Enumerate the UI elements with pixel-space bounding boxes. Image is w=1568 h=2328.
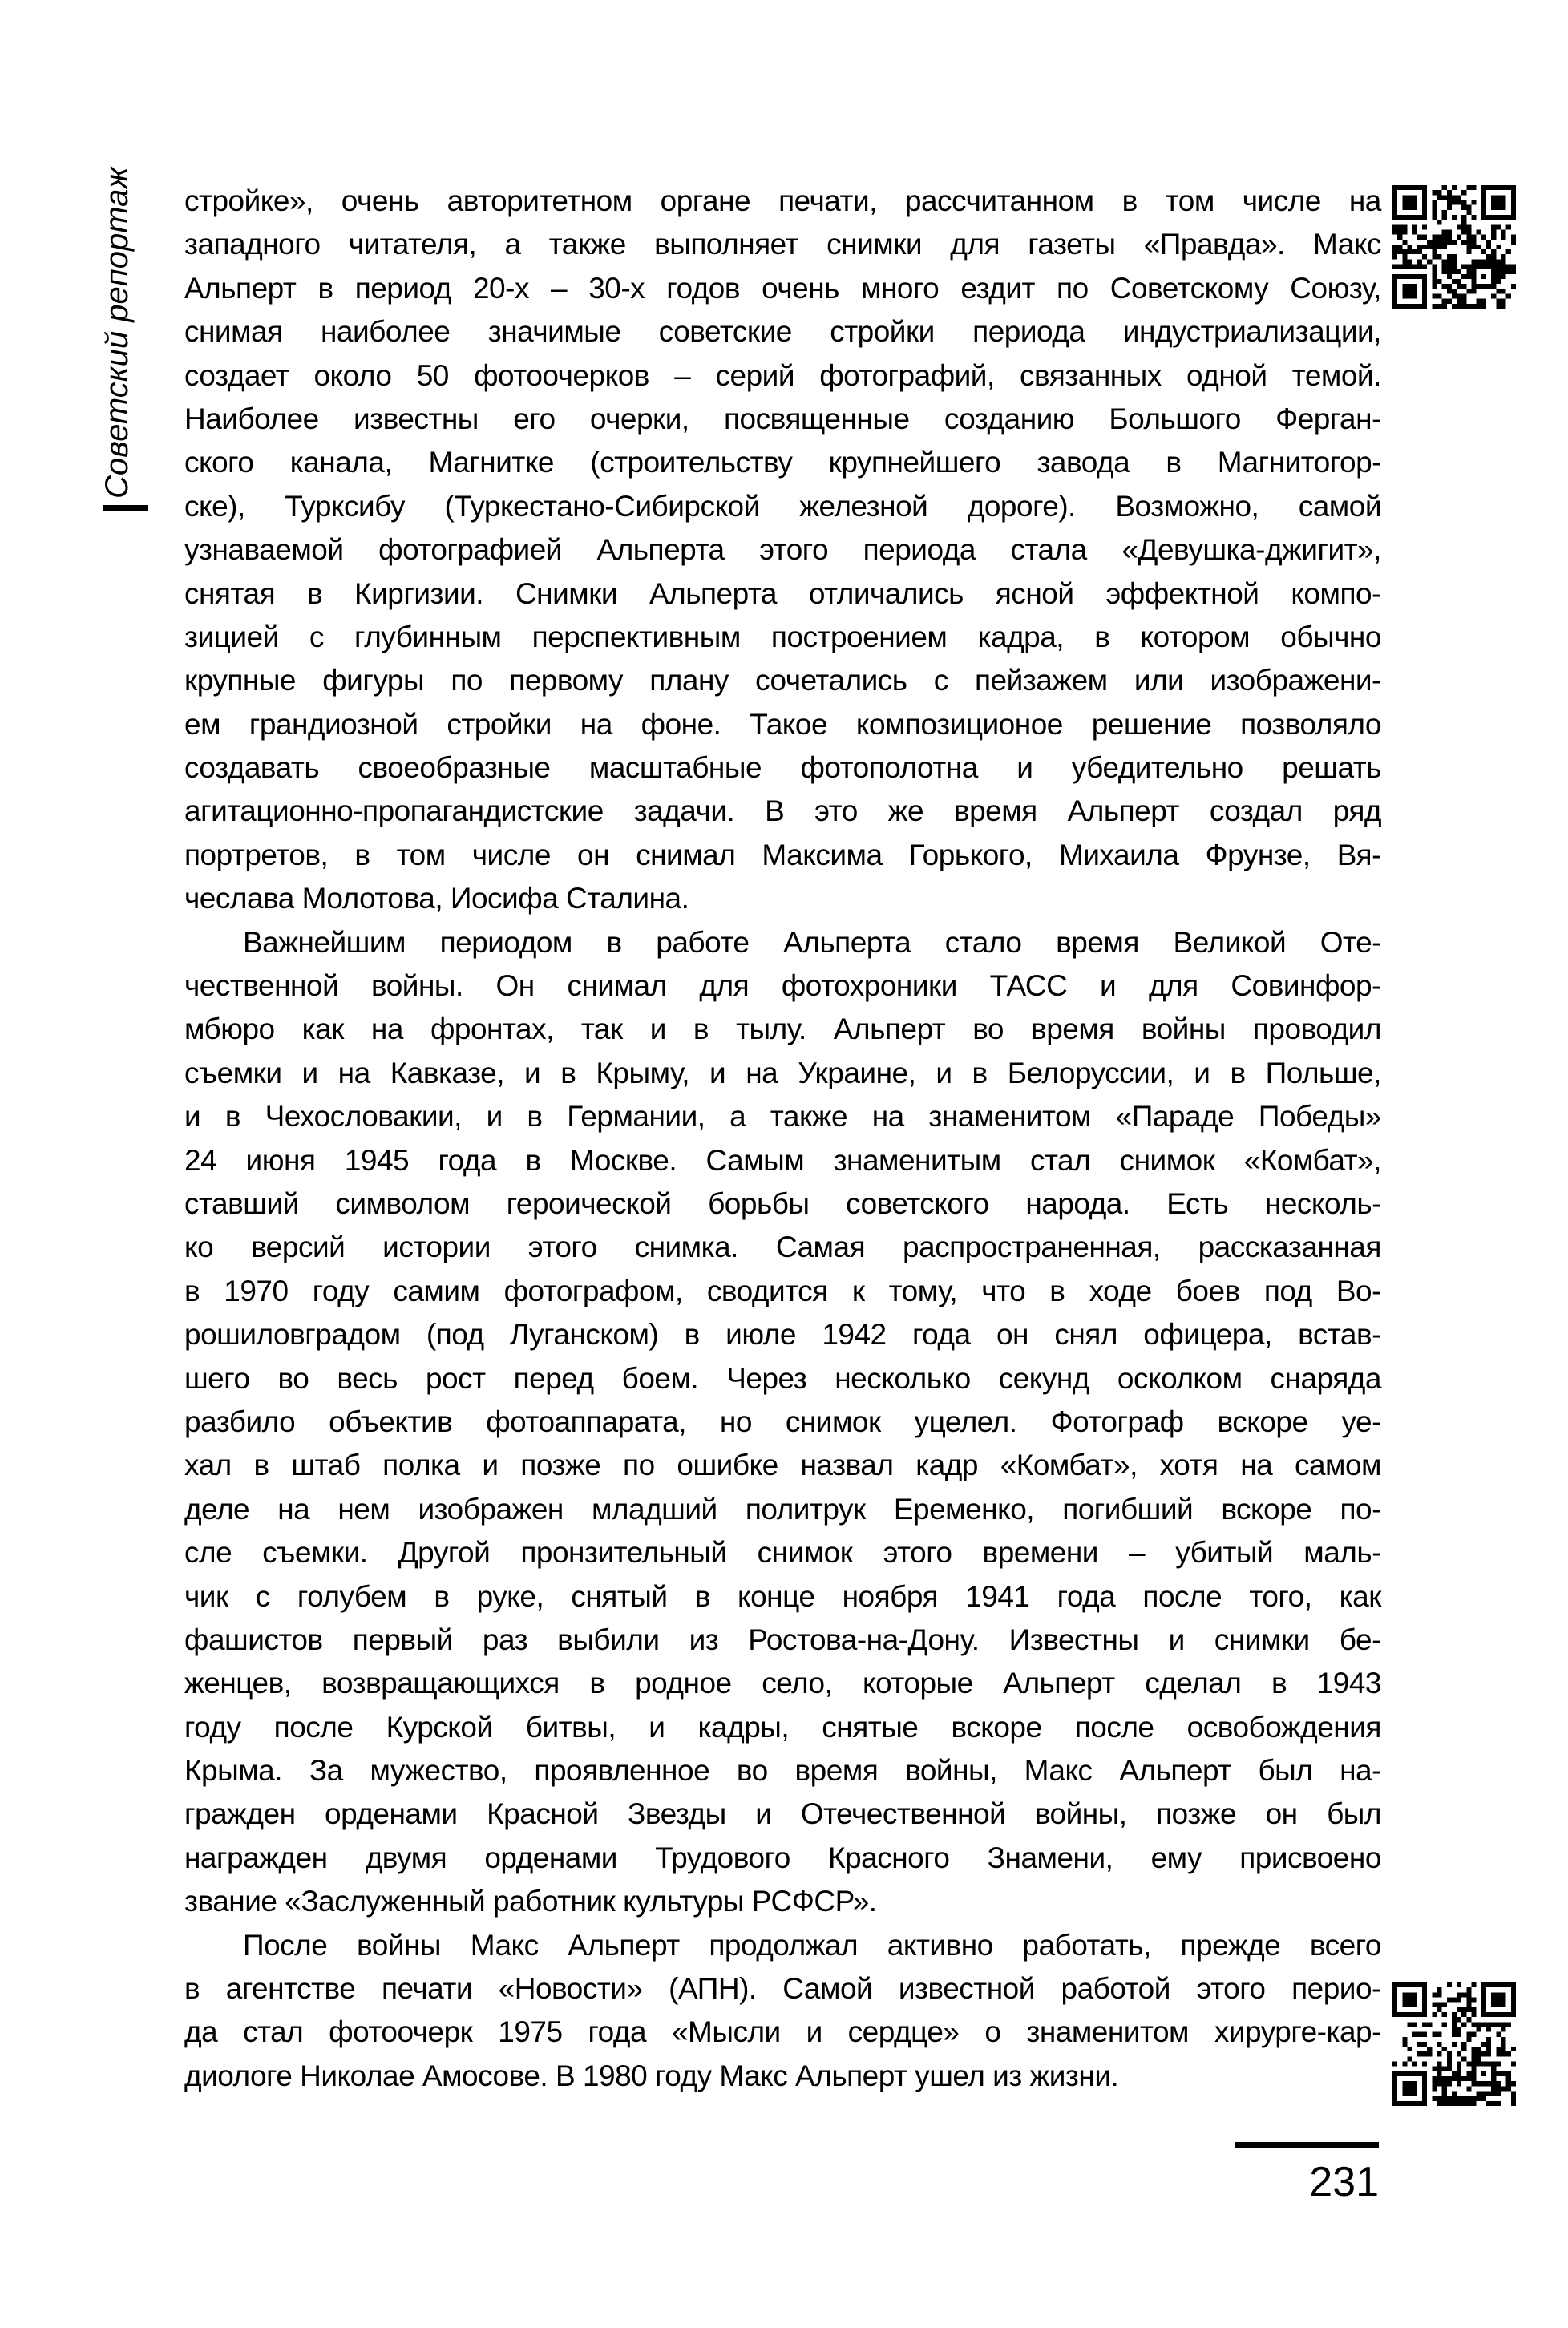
text-line: диологе Николае Амосове. В 1980 году Макс Альперт ушел из жизни. — [184, 2059, 1119, 2092]
text-line: Наиболее известны его очерки, посвященные созданию Большого Ферган- — [184, 402, 1381, 435]
text-line: ского канала, Магнитке (строительству крупнейшего завода в Магнитогор- — [184, 446, 1381, 479]
text-line: агитационно-пропагандистские задачи. В это же время Альперт создал ряд — [184, 794, 1381, 828]
text-line: западного читателя, а также выполняет снимки для газеты «Правда». Макс — [184, 228, 1381, 261]
text-line: узнаваемой фотографией Альперта этого периода стала «Девушка-джигит», — [184, 533, 1381, 567]
text-line: женцев, возвращающихся в родное село, которые Альперт сделал в 1943 — [184, 1667, 1381, 1700]
qr-code-icon-top — [1392, 185, 1516, 309]
footer-rule — [1235, 2142, 1379, 2148]
text-line: снятая в Киргизии. Снимки Альперта отличались ясной эффектной компо- — [184, 576, 1381, 610]
page-number: 231 — [1309, 2159, 1379, 2205]
text-line: фашистов первый раз выбили из Ростова-на-Дону. Известны и снимки бе- — [184, 1623, 1381, 1656]
text-line: звание «Заслуженный работник культуры РСФСР». — [184, 1885, 877, 1918]
text-line: После войны Макс Альперт продолжал активно работать, прежде всего — [243, 1928, 1381, 1962]
text-line: да стал фотоочерк 1975 года «Мысли и сердце» о знаменитом хирурге-кар- — [184, 2015, 1381, 2049]
qr-code-icon-bottom — [1392, 1982, 1516, 2106]
text-line: шего во весь рост перед боем. Через несколько секунд осколком снаряда — [184, 1361, 1381, 1395]
text-line: деле на нем изображен младший политрук Еременко, погибший вскоре по- — [184, 1492, 1381, 1526]
text-line: чик с голубем в руке, снятый в конце ноября 1941 года после того, как — [184, 1579, 1381, 1613]
text-line: Альперт в период 20-х – 30-х годов очень много ездит по Советскому Союзу, — [184, 271, 1381, 305]
text-line: стройке», очень авторитетном органе печати, рассчитанном в том числе на — [184, 184, 1381, 217]
body-text — [184, 180, 1381, 2098]
text-line: гражден орденами Красной Звезды и Отечественной войны, позже он был — [184, 1797, 1381, 1831]
text-line: Крыма. За мужество, проявленное во время войны, Макс Альперт был на- — [184, 1754, 1381, 1788]
text-line: портретов, в том числе он снимал Максима Горького, Михаила Фрунзе, Вя- — [184, 838, 1381, 871]
text-line: 24 июня 1945 года в Москве. Самым знаменитым стал снимок «Комбат», — [184, 1143, 1381, 1177]
sidebar-section-label: Советский репортаж — [99, 167, 135, 499]
text-line: ем грандиозной стройки на фоне. Такое композиционое решение позволяло — [184, 707, 1381, 741]
text-line: в 1970 году самим фотографом, сводится к тому, что в ходе боев под Во- — [184, 1274, 1381, 1307]
text-line: году после Курской битвы, и кадры, снятые вскоре после освобождения — [184, 1710, 1381, 1744]
text-line: сле съемки. Другой пронзительный снимок этого времени – убитый маль- — [184, 1536, 1381, 1570]
text-line: ставший символом героической борьбы советского народа. Есть несколь- — [184, 1186, 1381, 1220]
text-line: крупные фигуры по первому плану сочетались с пейзажем или изображени- — [184, 664, 1381, 697]
text-line: чественной войны. Он снимал для фотохроники ТАСС и для Совинфор- — [184, 969, 1381, 1003]
text-line: в агентстве печати «Новости» (АПН). Самой известной работой этого перио- — [184, 1972, 1381, 2006]
text-line: зицией с глубинным перспективным построением кадра, в котором обычно — [184, 620, 1381, 653]
text-line: снимая наиболее значимые советские стройки периода индустриализации, — [184, 315, 1381, 349]
text-line: съемки и на Кавказе, и в Крыму, и на Украине, и в Белоруссии, и в Польше, — [184, 1056, 1381, 1089]
text-line: мбюро как на фронтах, так и в тылу. Альперт во время войны проводил — [184, 1012, 1381, 1046]
text-line: ске), Турксибу (Туркестано-Сибирской железной дороге). Возможно, самой — [184, 489, 1381, 523]
text-line: создавать своеобразные масштабные фотополотна и убедительно решать — [184, 751, 1381, 785]
sidebar-rule — [103, 505, 148, 511]
text-line: рошиловградом (под Луганском) в июле 1942 года он снял офицера, встав- — [184, 1318, 1381, 1352]
text-line: чеслава Молотова, Иосифа Сталина. — [184, 882, 689, 915]
text-line: создает около 50 фотоочерков – серий фотографий, связанных одной темой. — [184, 358, 1381, 392]
text-line: хал в штаб полка и позже по ошибке назвал кадр «Комбат», хотя на самом — [184, 1449, 1381, 1482]
text-line: награжден двумя орденами Трудового Красного Знамени, ему присвоено — [184, 1841, 1381, 1874]
text-line: ко версий истории этого снимка. Самая распространенная, рассказанная — [184, 1231, 1381, 1264]
text-line: разбило объектив фотоаппарата, но снимок уцелел. Фотограф вскоре уе- — [184, 1404, 1381, 1438]
text-line: и в Чехословакии, и в Германии, а также на знаменитом «Параде Победы» — [184, 1100, 1381, 1134]
text-line: Важнейшим периодом в работе Альперта стало время Великой Оте- — [243, 925, 1381, 959]
